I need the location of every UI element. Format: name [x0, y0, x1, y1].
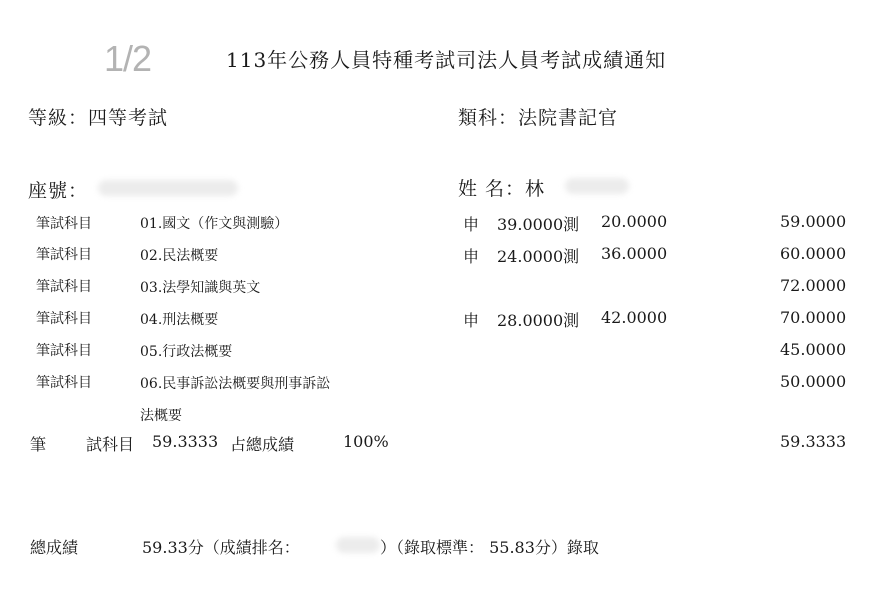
row-category: 筆試科目: [36, 247, 92, 263]
row-score2: 42.0000: [601, 308, 668, 327]
redacted-rank: [336, 537, 380, 553]
final-admission: ）（錄取標準： 55.83分）錄取: [380, 538, 599, 557]
summary-total: 59.3333: [780, 432, 847, 451]
final-label: 總成績: [30, 538, 79, 557]
row-category: 筆試科目: [36, 375, 92, 391]
essay-score: 28.0000: [497, 311, 564, 330]
row-total: 59.0000: [780, 212, 847, 231]
row-subject: 06.民事訴訟法概要與刑事訴訟: [140, 376, 331, 392]
test-label: 測: [563, 311, 580, 330]
page-indicator: 1/2: [104, 38, 152, 79]
row-subject-continued: 法概要: [140, 408, 182, 424]
summary-weight: 100%: [343, 432, 389, 451]
row-score2: 20.0000: [601, 212, 668, 231]
candidate-name: 姓 名：林: [458, 178, 546, 200]
test-label: 測: [563, 247, 580, 266]
essay-score: 24.0000: [497, 247, 564, 266]
redacted-name: [565, 178, 629, 194]
row-subject: 05.行政法概要: [140, 344, 233, 360]
row-score1: [497, 308, 579, 331]
summary-label: 試科目: [86, 435, 135, 454]
document-title: 113年公務人員特種考試司法人員考試成績通知: [226, 48, 667, 72]
row-total: 45.0000: [780, 340, 847, 359]
row-category: 筆試科目: [36, 343, 92, 359]
summary-weight-label: 占總成績: [230, 435, 295, 454]
exam-category: 類科：法院書記官: [458, 107, 619, 129]
row-subject: 01.國文（作文與測驗）: [140, 216, 289, 232]
essay-score: 39.0000: [497, 215, 564, 234]
redacted-seat-number: [98, 180, 238, 196]
row-total: 70.0000: [780, 308, 847, 327]
row-flag: 申: [463, 247, 480, 266]
row-subject: 04.刑法概要: [140, 312, 219, 328]
row-total: 72.0000: [780, 276, 847, 295]
row-flag: 申: [463, 311, 480, 330]
row-flag: 申: [463, 215, 480, 234]
summary-prefix: 筆: [30, 435, 47, 454]
exam-grade: 等級：四等考試: [28, 107, 169, 129]
row-subject: 03.法學知識與英文: [140, 280, 261, 296]
test-label: 測: [563, 215, 580, 234]
row-category: 筆試科目: [36, 311, 92, 327]
row-score1: [497, 244, 579, 267]
row-score2: 36.0000: [601, 244, 668, 263]
summary-average: 59.3333: [152, 432, 219, 451]
row-category: 筆試科目: [36, 279, 92, 295]
seat-number-label: 座號：: [28, 180, 89, 202]
row-total: 60.0000: [780, 244, 847, 263]
row-subject: 02.民法概要: [140, 248, 219, 264]
row-category: 筆試科目: [36, 216, 92, 232]
final-score: 59.33分（成績排名：: [142, 538, 300, 557]
row-total: 50.0000: [780, 372, 847, 391]
row-score1: [497, 212, 579, 235]
